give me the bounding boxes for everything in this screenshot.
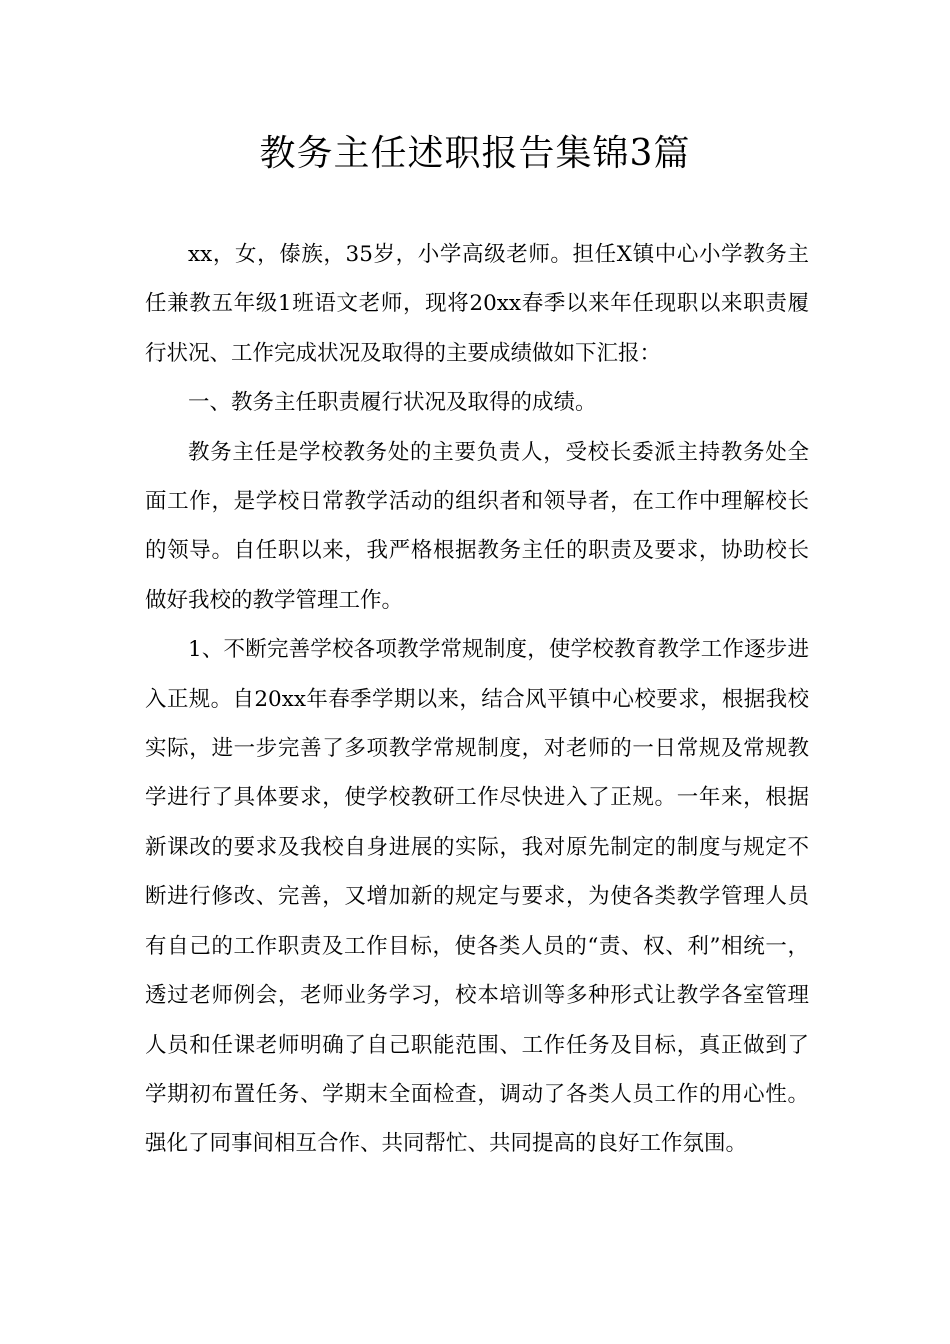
document-title: 教务主任述职报告集锦3篇 bbox=[259, 133, 691, 174]
paragraph-item-1: 1、不断完善学校各项教学常规制度，使学校教育教学工作逐步进入正规。自20xx年春季学期以来，结合风平镇中心校要求，根据我校实际，进一步完善了多项教学常规制度，对老师的一日常规及常规教学进行了具体要求，使学校教研工作尽快进入了正规。一年来，根据新课改的要求及我校自身进展的实际，我对原先制定的制度与规定不断进行修改、完善，又增加新的规定与要求，为使各类教学管理人员有自己的工作职责及工作目标，使各类人员的“责、权、利”相统一，透过老师例会，老师业务学习，校本培训等多种形式让教学各室管理人员和任课老师明确了自己职能范围、工作任务及目标，真正做到了学期初布置任务、学期末全面检查，调动了各类人员工作的用心性。强化了同事间相互合作、共同帮忙、共同提高的良好工作氛围。 bbox=[145, 637, 809, 1157]
paragraph-role-description: 教务主任是学校教务处的主要负责人，受校长委派主持教务处全面工作，是学校日常教学活动的组织者和领导者，在工作中理解校长的领导。自任职以来，我严格根据教务主任的职责及要求，协助校长做好我校的教学管理工作。 bbox=[145, 439, 809, 613]
paragraph-intro: xx，女，傣族，35岁，小学高级老师。担任X镇中心小学教务主任兼教五年级1班语文老师，现将20xx春季以来年任现职以来职责履行状况、工作完成状况及取得的主要成绩做如下汇报： bbox=[145, 242, 809, 366]
document-body bbox=[145, 230, 809, 1169]
paragraph-section-heading: 一、教务主任职责履行状况及取得的成绩。 bbox=[188, 390, 597, 416]
